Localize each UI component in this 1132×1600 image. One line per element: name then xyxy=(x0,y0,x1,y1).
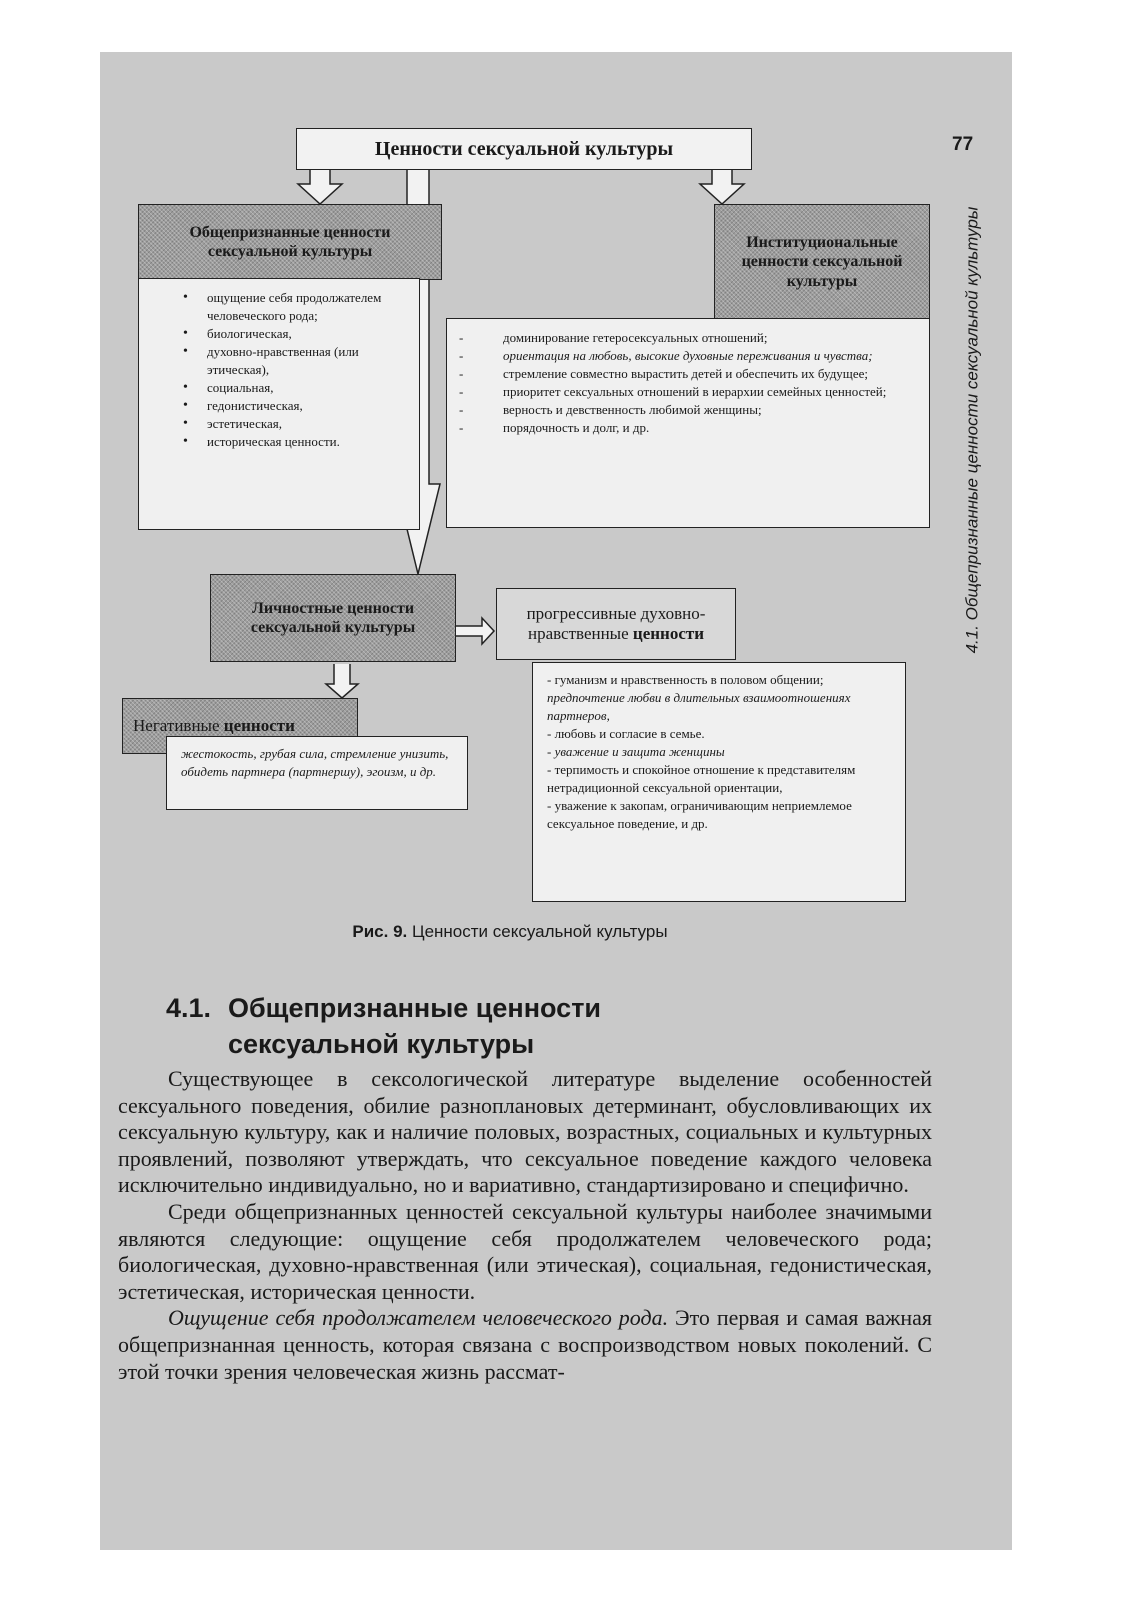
list-item: • эстетическая, xyxy=(179,415,411,433)
institutional-values-box xyxy=(714,204,930,320)
list-item: - гуманизм и нравственность в половом общении; xyxy=(547,672,824,687)
paragraph xyxy=(118,1305,932,1385)
negative-values-text-box xyxy=(166,736,468,810)
top-box-title: Ценности сексуальной культуры xyxy=(374,138,674,160)
list-item: - терпимость и спокойное отношение к представителям нетрадиционной сексуальной ориентации, xyxy=(547,762,856,795)
body-text xyxy=(118,1066,932,1385)
institutional-values-title: Институциональные ценности сексуальной культуры xyxy=(741,234,903,290)
top-box xyxy=(296,128,752,170)
list-item: предпочтение любви в длительных взаимоотношениях партнеров, xyxy=(547,690,851,723)
section-number: 4.1. xyxy=(166,993,212,1023)
list-item: • ощущение себя продолжателем человеческого рода; xyxy=(179,289,411,325)
list-item: - доминирование гетеросексуальных отношений; xyxy=(451,329,921,347)
running-head-text: 4.1. Общепризнанные ценности сексуальной культуры xyxy=(962,206,981,654)
section-title-line1: Общепризнанные ценности xyxy=(228,993,602,1023)
list-item: - уважение и защита женщины xyxy=(547,744,725,759)
list-item: - порядочность и долг, и др. xyxy=(451,419,921,437)
values-diagram xyxy=(110,124,950,924)
figure-caption xyxy=(110,922,910,942)
list-item: - уважение к закопам, ограничивающим неприемлемое сексуальное поведение, и др. xyxy=(547,798,852,831)
personal-values-box xyxy=(210,574,456,662)
institutional-values-list xyxy=(451,329,921,437)
list-item: - верность и девственность любимой женщины; xyxy=(451,401,921,419)
negative-values-description: жестокость, грубая сила, стремление унизить, обидеть партнера (партнершу), эгоизм, и др. xyxy=(181,746,449,779)
paragraph-italic-lead: Ощущение себя продолжателем человеческого рода. xyxy=(168,1305,669,1331)
page-number: 77 xyxy=(952,134,974,155)
arrow-to-progressive xyxy=(456,618,494,644)
progressive-values-text: прогрессивные духовно-нравственные xyxy=(526,603,706,643)
figure-label: Рис. 9. xyxy=(352,922,408,941)
list-item: - стремление совместно вырастить детей и обеспечить их будущее; xyxy=(451,365,921,383)
progressive-values-list-box xyxy=(532,662,906,902)
arrow-to-general xyxy=(298,168,342,204)
progressive-values-box xyxy=(496,588,736,660)
paragraph-rest: Это первая и самая важная общепризнанная ценность, которая связана с воспроизводством новых поколений. С этой точки зрения человеческая жизнь рассмат- xyxy=(118,1305,932,1384)
list-item: • биологическая, xyxy=(179,325,411,343)
paragraph: Существующее в сексологической литературе выделение особенностей сексуального поведения, обилие разноплановых детерминант, обусловливающих их сексуальную культуру, как и наличие половых, возрастных, социальных и культурных проявлений, позволяют утверждать, что сексуальное поведение каждого человека исключительно индивидуально, но и вариативно, стандартизировано и специфично. xyxy=(118,1066,932,1198)
list-item: • гедонистическая, xyxy=(179,397,411,415)
list-item: • социальная, xyxy=(179,379,411,397)
list-item: - ориентация на любовь, высокие духовные переживания и чувства; xyxy=(451,347,921,365)
figure-caption-text: Ценности сексуальной культуры xyxy=(407,922,668,941)
progressive-values-bold: ценности xyxy=(632,624,705,643)
list-item: - любовь и согласие в семье. xyxy=(547,726,705,741)
general-values-box xyxy=(138,204,442,280)
institutional-values-list-box xyxy=(446,318,930,528)
personal-values-title: Личностные ценности сексуальной культуры xyxy=(250,599,416,636)
running-head xyxy=(961,195,983,665)
section-heading xyxy=(166,990,601,1062)
negative-values-text: Негативные xyxy=(133,715,220,735)
section-title-line2: сексуальной культуры xyxy=(228,1029,535,1059)
paragraph: Среди общепризнанных ценностей сексуальной культуры наиболее значимыми являются следующие: ощущение себя продолжателем человеческого рода; биологическая, духовно-нравственная (или этическая), социальная, гедонистическая, эстетическая, историческая ценности. xyxy=(118,1198,932,1304)
list-item: • духовно-нравственная (или этическая), xyxy=(179,343,411,379)
general-values-list xyxy=(179,289,411,451)
general-values-list-box xyxy=(138,278,420,530)
list-item: • историческая ценности. xyxy=(179,433,411,451)
general-values-title: Общепризнанные ценности сексуальной культуры xyxy=(189,223,391,260)
arrow-to-institutional xyxy=(700,168,744,204)
arrow-to-negative xyxy=(326,664,358,698)
list-item: - приоритет сексуальных отношений в иерархии семейных ценностей; xyxy=(451,383,921,401)
negative-values-bold: ценности xyxy=(223,715,295,735)
progressive-values-title xyxy=(497,589,735,659)
